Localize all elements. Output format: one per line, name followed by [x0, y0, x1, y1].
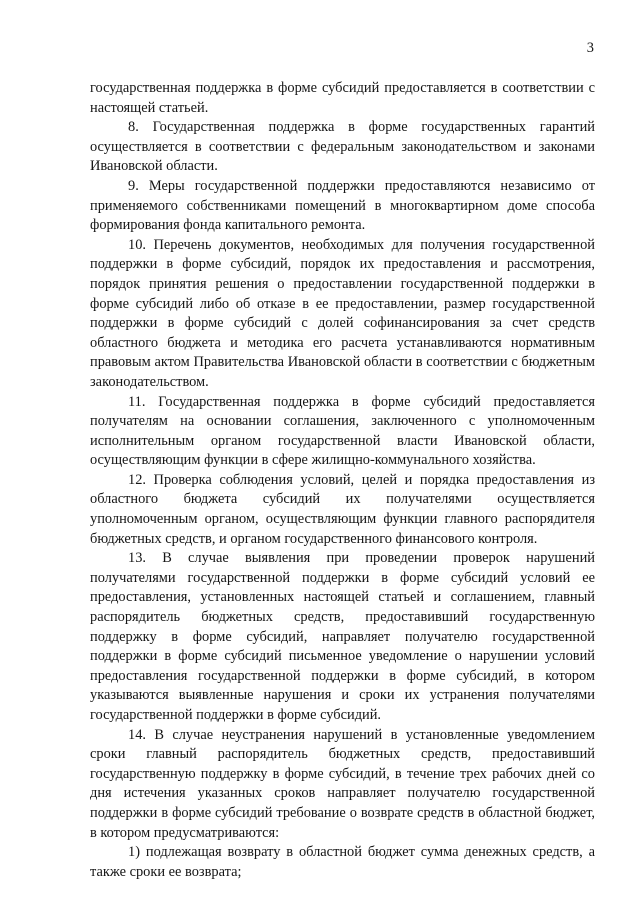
paragraph-continuation: государственная поддержка в форме субсидий предоставляется в соответствии с настоящей статьей.	[90, 80, 595, 116]
paragraph-12: 12. Проверка соблюдения условий, целей и порядка предоставления из областного бюджета субсидий их получателями осуществляется уполномоченным органом, осуществляющим функции главного распорядителя бюджетных средств, и органом государственного финансового контроля.	[90, 471, 595, 547]
page-number: 3	[586, 40, 594, 56]
paragraph-9: 9. Меры государственной поддержки предоставляются независимо от применяемого собственниками помещений в многоквартирном доме способа формирования фонда капитального ремонта.	[90, 177, 595, 234]
paragraph-10: 10. Перечень документов, необходимых для получения государственной поддержки в форме субсидий, порядок их предоставления и рассмотрения, порядок принятия решения о предоставлении государственной поддержки в форме субсидий либо об отказе в ее предоставлении, размер государственной поддержки в форме субсидий с долей софинансирования за счет средств областного бюджета и методика его расчета устанавливаются нормативным правовым актом Правительства Ивановской области в соответствии с бюджетным законодательством.	[90, 236, 595, 390]
paragraph-13: 13. В случае выявления при проведении проверок нарушений получателями государственной поддержки в форме субсидий условий ее предоставления, установленных настоящей статьей и соглашением, главный распорядитель бюджетных средств, предоставивший государственную поддержку в форме субсидий, направляет получателю государственной поддержки в форме субсидий письменное уведомление о нарушении условий предоставления государственной поддержки в форме субсидий, в котором указываются выявленные нарушения и сроки их устранения получателями государственной поддержки в форме субсидий.	[90, 550, 595, 723]
list-item-1: 1) подлежащая возврату в областной бюджет сумма денежных средств, а также сроки ее возврата;	[90, 844, 595, 880]
paragraph-14: 14. В случае неустранения нарушений в установленные уведомлением сроки главный распорядитель бюджетных средств, предоставивший государственную поддержку в форме субсидий, в течение трех рабочих дней со дня истечения указанных сроков направляет получателю государственной поддержки в форме субсидий требование о возврате средств в областной бюджет, в котором предусматриваются:	[90, 726, 595, 841]
paragraph-11: 11. Государственная поддержка в форме субсидий предоставляется получателям на основании соглашения, заключенного с уполномоченным исполнительным органом государственной власти Ивановской области, осуществляющим функции в сфере жилищно-коммунального хозяйства.	[90, 393, 595, 469]
paragraph-8: 8. Государственная поддержка в форме государственных гарантий осуществляется в соответствии с федеральным законодательством и законами Ивановской области.	[90, 119, 595, 175]
document-body	[90, 79, 595, 882]
